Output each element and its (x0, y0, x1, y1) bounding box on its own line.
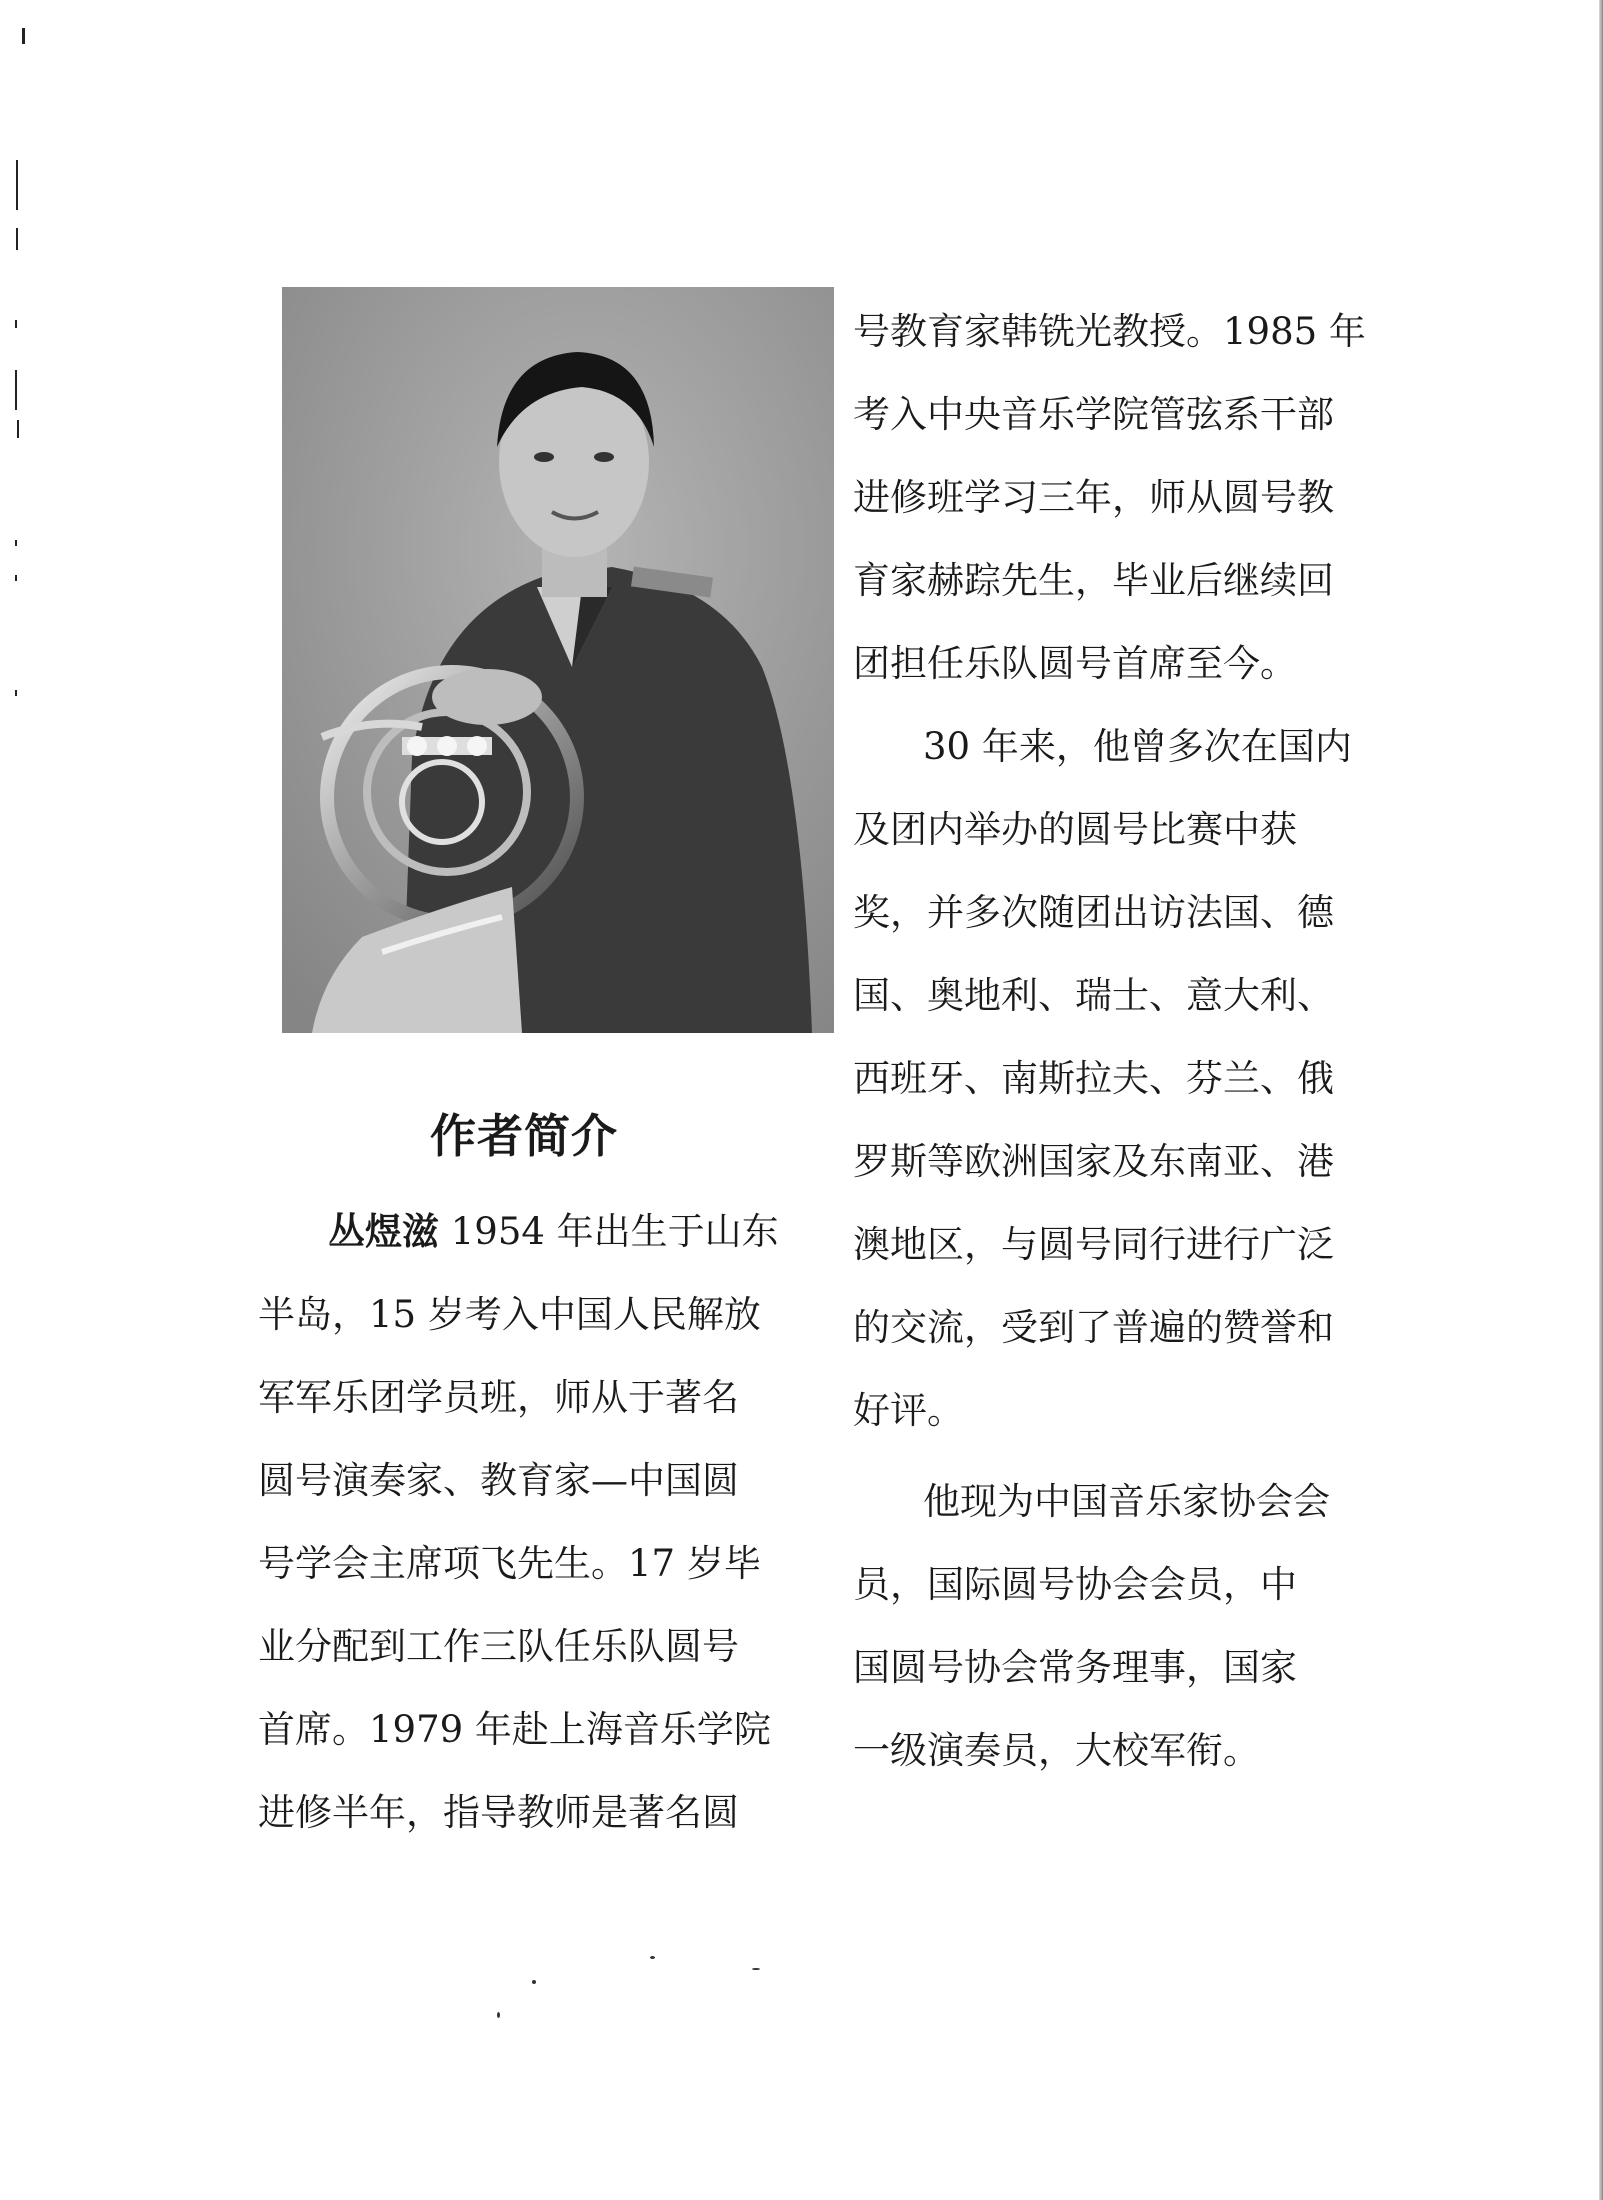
scan-mark (17, 420, 19, 438)
text-line: 半岛，15 岁考入中国人民解放 (258, 1293, 761, 1336)
text-line (258, 1190, 798, 1273)
scan-speck (752, 1968, 760, 1970)
scan-speck (532, 1980, 536, 1984)
scan-edge (1599, 0, 1603, 2200)
text-line: 员，国际圆号协会会员，中 (853, 1563, 1297, 1606)
text-line: 国、奥地利、瑞士、意大利、 (853, 974, 1334, 1017)
section-heading: 作者简介 (430, 1109, 618, 1163)
text-line: 军军乐团学员班，师从于著名 (258, 1376, 739, 1419)
text-line: 圆号演奏家、教育家—中国圆 (258, 1459, 739, 1502)
scan-mark (22, 28, 25, 44)
text-line: 首席。1979 年赴上海音乐学院 (258, 1708, 771, 1751)
scan-mark (16, 160, 18, 210)
author-name: 丛煜滋 (328, 1210, 439, 1253)
text-line: 号学会主席项飞先生。17 岁毕 (258, 1542, 761, 1585)
text-line: 进修半年，指导教师是著名圆 (258, 1791, 739, 1834)
author-photo (282, 287, 834, 1033)
text-line: 团担任乐队圆号首席至今。 (853, 642, 1297, 685)
scan-mark (15, 575, 17, 581)
scan-speck (650, 1956, 655, 1959)
scan-mark (15, 690, 17, 696)
text-line: 考入中央音乐学院管弦系干部 (853, 393, 1334, 436)
text-line: 好评。 (853, 1389, 964, 1432)
scan-mark (16, 228, 18, 250)
scan-speck (497, 2012, 500, 2018)
text-line: 进修班学习三年，师从圆号教 (853, 476, 1334, 519)
text-line: 及团内举办的圆号比赛中获 (853, 808, 1297, 851)
scan-mark (15, 320, 17, 328)
text-fragment: 1954 年出生于山东 (439, 1210, 779, 1253)
text-line: 一级演奏员，大校军衔。 (853, 1729, 1260, 1772)
text-line: 育家赫踪先生，毕业后继续回 (853, 559, 1334, 602)
text-line: 的交流，受到了普遍的赞誉和 (853, 1306, 1334, 1349)
text-line: 30 年来，他曾多次在国内 (923, 725, 1352, 768)
paragraph-gap (853, 1452, 1413, 1460)
scan-mark (15, 540, 17, 546)
author-photo-illustration (282, 287, 834, 1033)
text-line: 业分配到工作三队任乐队圆号 (258, 1625, 739, 1668)
right-column-text (853, 290, 1413, 1792)
text-line: 奖，并多次随团出访法国、德 (853, 891, 1334, 934)
text-line: 西班牙、南斯拉夫、芬兰、俄 (853, 1057, 1334, 1100)
left-column-text (258, 1190, 798, 1854)
text-line: 澳地区，与圆号同行进行广泛 (853, 1223, 1334, 1266)
text-line: 国圆号协会常务理事，国家 (853, 1646, 1297, 1689)
text-line: 罗斯等欧洲国家及东南亚、港 (853, 1140, 1334, 1183)
text-line: 他现为中国音乐家协会会 (923, 1480, 1330, 1523)
text-line: 号教育家韩铣光教授。1985 年 (853, 310, 1366, 353)
scan-mark (15, 370, 17, 410)
